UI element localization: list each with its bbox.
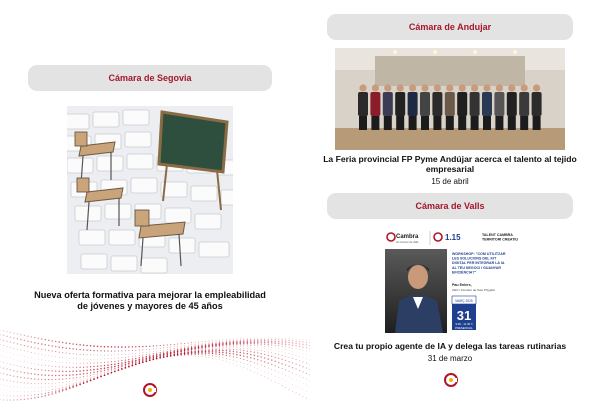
camara-logo-icon — [143, 383, 157, 397]
classroom-keyboard-image — [67, 106, 233, 274]
date-month: MARÇ 2025 — [455, 299, 473, 303]
speaker-name: Pau Enlers, — [452, 283, 472, 287]
group-photo-image — [335, 48, 565, 150]
chamber-label-valls — [327, 193, 573, 219]
date-day: 31 — [456, 308, 472, 323]
chamber-name: Cámara de Segovia — [108, 73, 192, 83]
chamber-name: Cámara de Andujar — [408, 22, 492, 32]
brand-text: Cambra — [396, 234, 419, 240]
workshop-promo-card — [385, 229, 520, 333]
article-headline-segovia[interactable]: Nueva oferta formativa para mejorar la empleabilidad de jóvenes y mayores de 45 años — [34, 290, 266, 311]
article-date-valls: 31 de marzo — [427, 354, 473, 363]
event-time: 9.00 - 11.30 h — [455, 322, 473, 326]
chamber-label-andujar — [327, 14, 573, 40]
camara-logo-icon — [444, 373, 458, 387]
article-date-andujar: 15 de abril — [431, 177, 469, 186]
svg-text:TALENT CAMBRA TERRITORI: TALENT CAMBRA TERRITORI CREATIU — [482, 233, 519, 242]
event-mode: PRESENCIAL — [455, 326, 473, 330]
chamber-label-segovia — [28, 65, 272, 91]
article-headline-valls[interactable]: Crea tu propio agente de IA y delega las tareas rutinarias — [333, 341, 567, 351]
chamber-name: Cámara de Valls — [415, 201, 485, 211]
speaker-role: CEO i Founder de Soul Phygital — [452, 288, 495, 292]
svg-text:WORKSHOP: "COM UTILITZAR: WORKSHOP: "COM UTILITZAR LES SOLUCIONS DEL KIT DIGITAL PER INTEGRAR LA IA AL TEU NEGOCI I GUANYAR EFICIÈNCIA?" — [452, 252, 506, 275]
brand-sub-text: de Comerç de Valls — [396, 241, 419, 244]
version-text: 1.15 — [445, 233, 461, 242]
article-headline-andujar[interactable]: La Feria provincial FP Pyme Andújar acerca el talento al tejido empresarial — [323, 154, 577, 174]
